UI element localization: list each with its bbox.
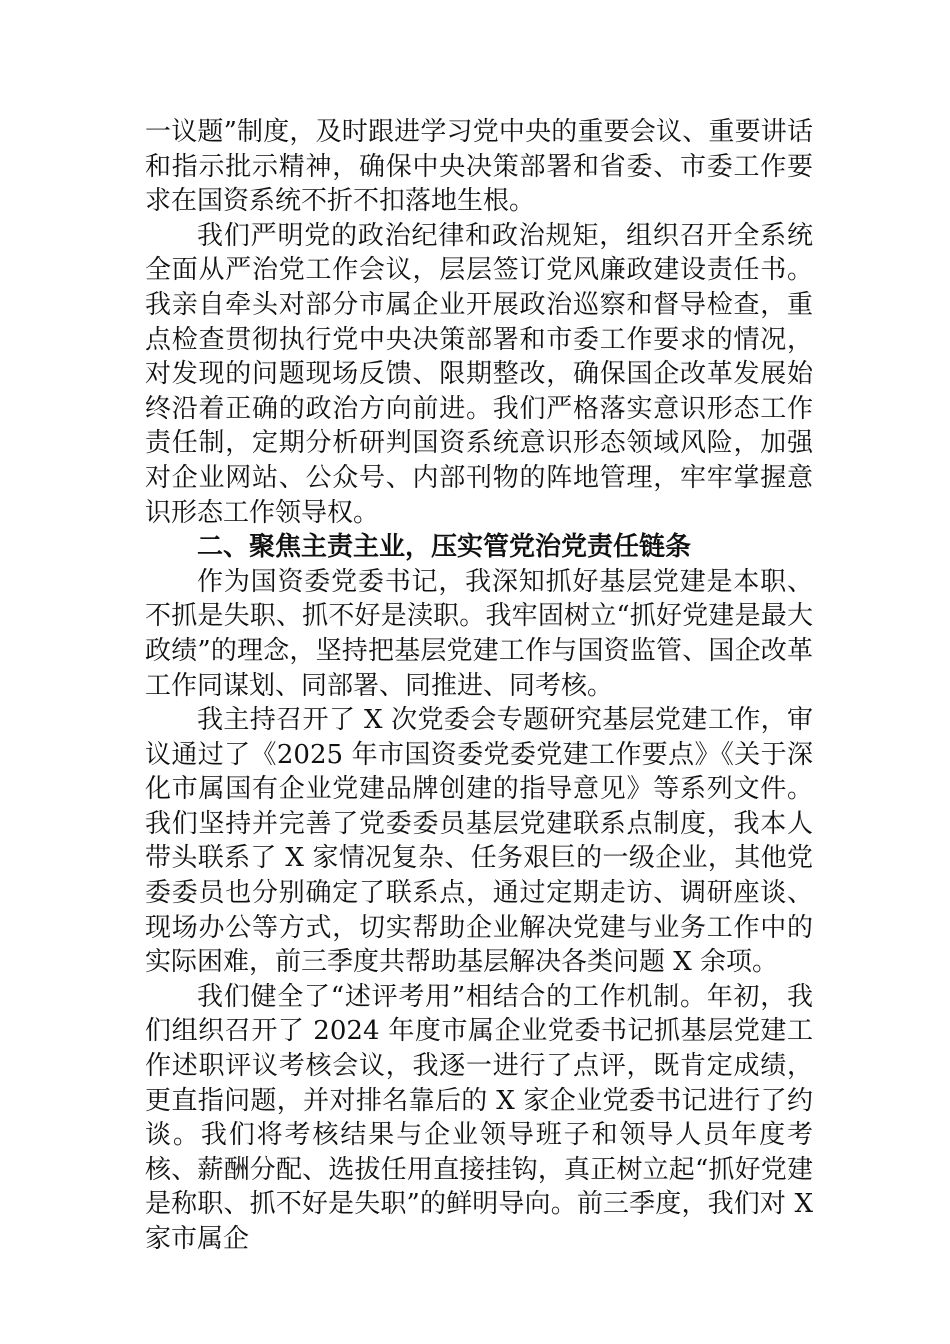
paragraph-party-committee-meetings: 我主持召开了 X 次党委会专题研究基层党建工作，审议通过了《2025 年市国资委党委党建工作要点》《关于深化市属国有企业党建品牌创建的指导意见》等系列文件。我们坚持并完善了党委委员基层党建联系点制度，我本人带头联系了 X 家情况复杂、任务艰巨的一级企业，其他党委委员也分别确定了联系点，通过定期走访、调研座谈、现场办公等方式，切实帮助企业解决党建与业务工作中的实际困难，前三季度共帮助基层解决各类问题 X 余项。 bbox=[145, 705, 813, 978]
document-body bbox=[145, 115, 813, 1257]
paragraph-political-discipline: 我们严明党的政治纪律和政治规矩，组织召开全系统全面从严治党工作会议，层层签订党风廉政建设责任书。我亲自牵头对部分市属企业开展政治巡察和督导检查，重点检查贯彻执行党中央决策部署和市委工作要求的情况，对发现的问题现场反馈、限期整改，确保国企改革发展始终沿着正确的政治方向前进。我们严格落实意识形态工作责任制，定期分析研判国资系统意识形态领域风险，加强对企业网站、公众号、内部刊物的阵地管理，牢牢掌握意识形态工作领导权。 bbox=[145, 220, 813, 528]
section-heading: 二、聚焦主责主业，压实管党治党责任链条 bbox=[197, 532, 692, 563]
paragraph-evaluation-mechanism: 我们健全了“述评考用”相结合的工作机制。年初，我们组织召开了 2024 年度市属企业党委书记抓基层党建工作述职评议考核会议，我逐一进行了点评，既肯定成绩，更直指问题，并对排名靠后的 X 家企业党委书记进行了约谈。我们将考核结果与企业领导班子和领导人员年度考核、薪酬分配、选拔任用直接挂钩，真正树立起“抓好党建是称职、抓不好是失职”的鲜明导向。前三季度，我们对 X 家市属企 bbox=[145, 981, 813, 1254]
paragraph-party-secretary-role: 作为国资委党委书记，我深知抓好基层党建是本职、不抓是失职、抓不好是渎职。我牢固树立“抓好党建是最大政绩”的理念，坚持把基层党建工作与国资监管、国企改革工作同谋划、同部署、同推进、同考核。 bbox=[145, 566, 813, 701]
paragraph-continued: 一议题”制度，及时跟进学习党中央的重要会议、重要讲话和指示批示精神，确保中央决策部署和省委、市委工作要求在国资系统不折不扣落地生根。 bbox=[145, 117, 813, 217]
